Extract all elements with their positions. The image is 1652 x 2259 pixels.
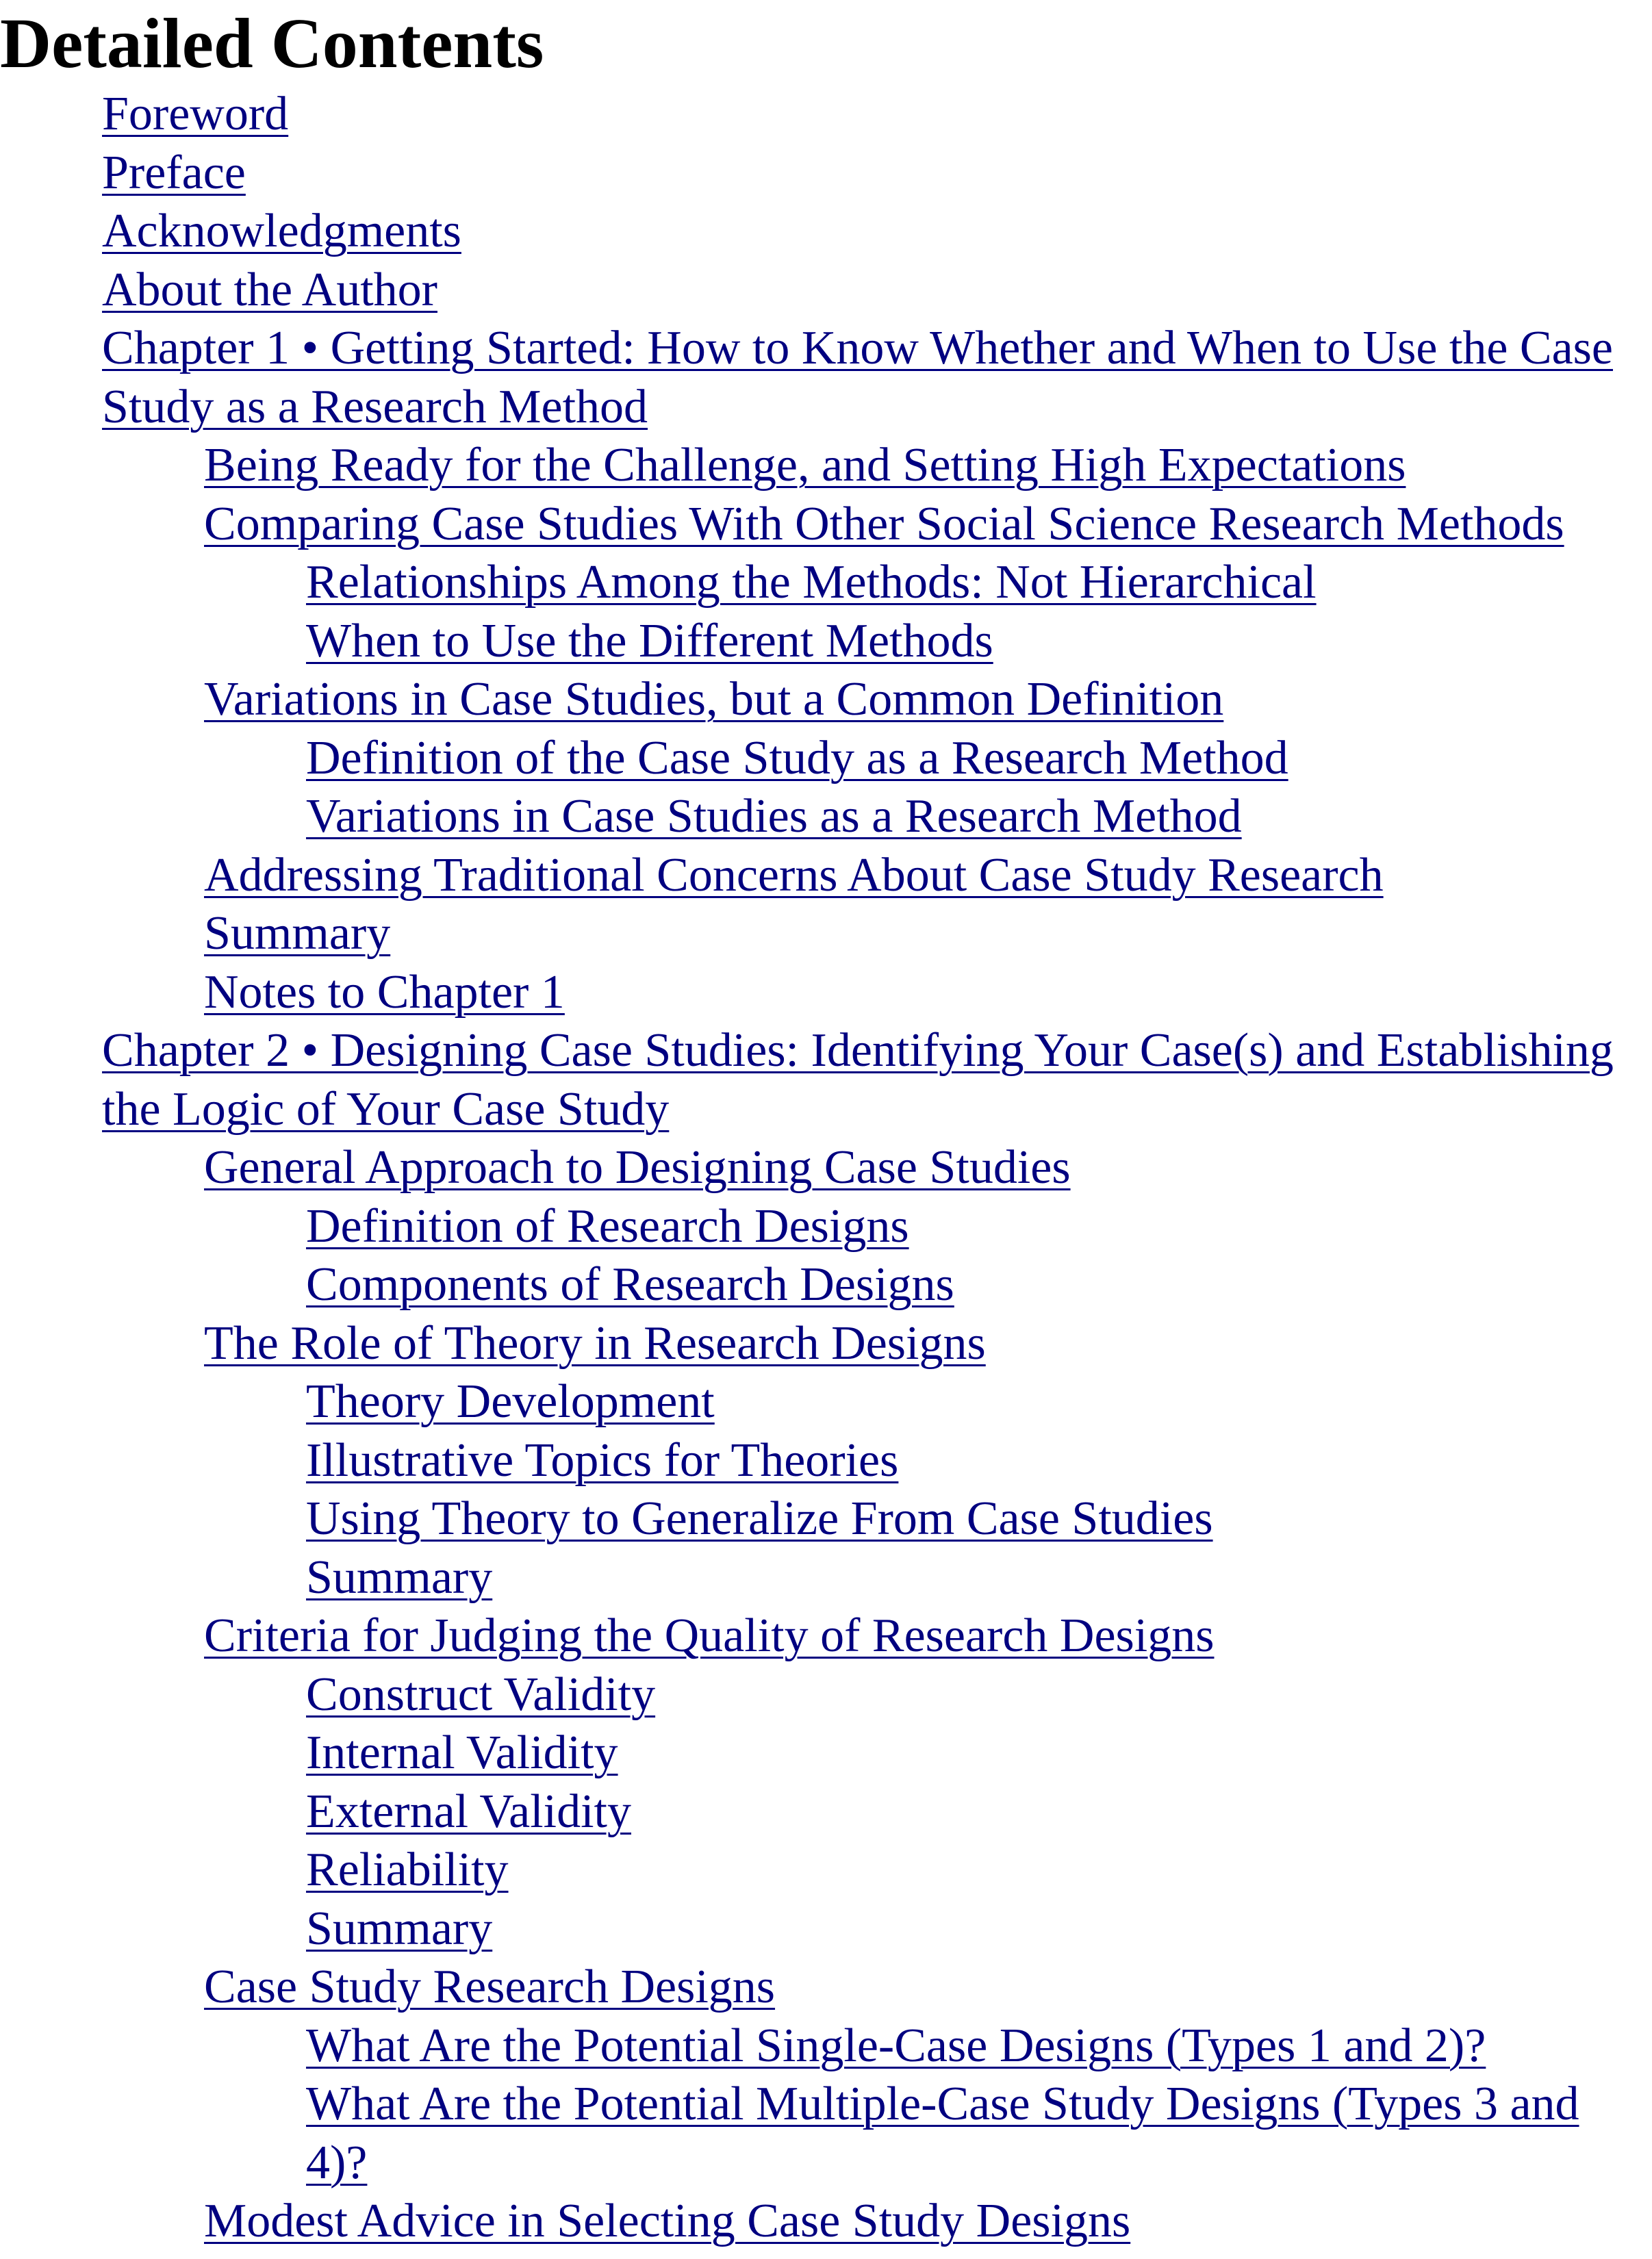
- toc-entry: [0, 1724, 1652, 1783]
- toc-link-comparing-case-studies[interactable]: Comparing Case Studies With Other Social Science Research Methods: [204, 497, 1564, 550]
- toc-entry: [0, 202, 1642, 261]
- toc-entry: [0, 1431, 1652, 1490]
- toc-entry: [0, 2192, 1652, 2251]
- toc-entry: [0, 1607, 1652, 1665]
- toc-link-chapter-1[interactable]: Chapter 1 • Getting Started: How to Know Whether and When to Use the Case Study as a Research Method: [102, 322, 1613, 433]
- toc-link-summary-criteria[interactable]: Summary: [306, 1902, 493, 1955]
- toc-link-using-theory-generalize[interactable]: Using Theory to Generalize From Case Studies: [306, 1492, 1213, 1545]
- toc-link-general-approach[interactable]: General Approach to Designing Case Studies: [204, 1141, 1071, 1194]
- toc-link-variations-common-definition[interactable]: Variations in Case Studies, but a Common Definition: [204, 673, 1224, 726]
- toc-link-multiple-case-designs[interactable]: What Are the Potential Multiple-Case Study Designs (Types 3 and 4)?: [306, 2078, 1579, 2189]
- toc-link-traditional-concerns[interactable]: Addressing Traditional Concerns About Case Study Research: [204, 848, 1384, 902]
- toc-entry: [0, 1958, 1652, 2017]
- toc-link-foreword[interactable]: Foreword: [102, 88, 289, 140]
- toc-entry: [0, 1197, 1652, 1256]
- toc-link-definition-case-study[interactable]: Definition of the Case Study as a Research Method: [306, 731, 1288, 784]
- toc-link-summary-chapter-1[interactable]: Summary: [204, 907, 391, 960]
- toc-link-acknowledgments[interactable]: Acknowledgments: [102, 205, 461, 257]
- toc-link-about-the-author[interactable]: About the Author: [102, 263, 437, 316]
- toc-link-relationships-among-methods[interactable]: Relationships Among the Methods: Not Hierarchical: [306, 556, 1317, 609]
- toc-entry: [0, 612, 1652, 671]
- toc-link-components-research-designs[interactable]: Components of Research Designs: [306, 1258, 954, 1311]
- toc-link-definition-research-designs[interactable]: Definition of Research Designs: [306, 1199, 909, 1253]
- toc-entry: [0, 1255, 1652, 1314]
- toc-link-chapter-2[interactable]: Chapter 2 • Designing Case Studies: Identifying Your Case(s) and Establishing the Logic of Your Case Study: [102, 1024, 1614, 1136]
- toc-entry: [0, 1314, 1652, 1373]
- toc-entry: [0, 963, 1652, 1022]
- toc-link-case-study-research-designs[interactable]: Case Study Research Designs: [204, 1961, 776, 2013]
- toc-entry: [0, 1841, 1652, 1900]
- toc-entry: [0, 787, 1652, 846]
- toc-link-preface[interactable]: Preface: [102, 146, 246, 199]
- toc-entry: [0, 85, 1642, 144]
- toc-entry: [0, 319, 1642, 436]
- toc-entry: [0, 495, 1652, 554]
- toc-link-criteria-quality[interactable]: Criteria for Judging the Quality of Research Designs: [204, 1609, 1215, 1662]
- toc-entry: [0, 261, 1642, 320]
- toc-link-reliability[interactable]: Reliability: [306, 1843, 509, 1896]
- toc-link-illustrative-topics[interactable]: Illustrative Topics for Theories: [306, 1433, 899, 1487]
- toc-entry: [0, 1373, 1652, 1431]
- toc-entry: [0, 670, 1652, 729]
- toc-link-single-case-designs[interactable]: What Are the Potential Single-Case Designs (Types 1 and 2)?: [306, 2019, 1486, 2072]
- toc-entry: [0, 2017, 1652, 2076]
- toc-link-internal-validity[interactable]: Internal Validity: [306, 1726, 618, 1779]
- toc-entry: [0, 1900, 1652, 1958]
- toc-entry: [0, 144, 1642, 203]
- toc-entry: [0, 1021, 1642, 1138]
- toc-link-when-to-use-methods[interactable]: When to Use the Different Methods: [306, 614, 993, 667]
- toc-entry: [0, 436, 1652, 495]
- toc-entry: [0, 846, 1652, 905]
- toc-link-construct-validity[interactable]: Construct Validity: [306, 1668, 656, 1721]
- toc-entry: [0, 1138, 1652, 1197]
- toc-entry: [0, 1665, 1652, 1724]
- toc-entry: [0, 553, 1652, 612]
- table-of-contents: [0, 85, 1652, 2251]
- toc-link-role-of-theory[interactable]: The Role of Theory in Research Designs: [204, 1316, 986, 1370]
- toc-link-notes-chapter-1[interactable]: Notes to Chapter 1: [204, 965, 565, 1019]
- toc-link-variations-research-method[interactable]: Variations in Case Studies as a Research Method: [306, 790, 1242, 843]
- toc-link-external-validity[interactable]: External Validity: [306, 1785, 631, 1838]
- toc-entry: [0, 729, 1652, 788]
- toc-link-modest-advice[interactable]: Modest Advice in Selecting Case Study Designs: [204, 2195, 1131, 2247]
- toc-entry: [0, 1783, 1652, 1841]
- toc-entry: [0, 1548, 1652, 1607]
- toc-link-theory-development[interactable]: Theory Development: [306, 1375, 715, 1428]
- toc-entry: [0, 904, 1652, 963]
- page-title: Detailed Contents: [0, 4, 544, 83]
- toc-entry: [0, 1490, 1652, 1548]
- toc-link-being-ready[interactable]: Being Ready for the Challenge, and Setting High Expectations: [204, 439, 1406, 492]
- toc-link-summary-theory[interactable]: Summary: [306, 1550, 493, 1604]
- toc-entry: [0, 2075, 1652, 2192]
